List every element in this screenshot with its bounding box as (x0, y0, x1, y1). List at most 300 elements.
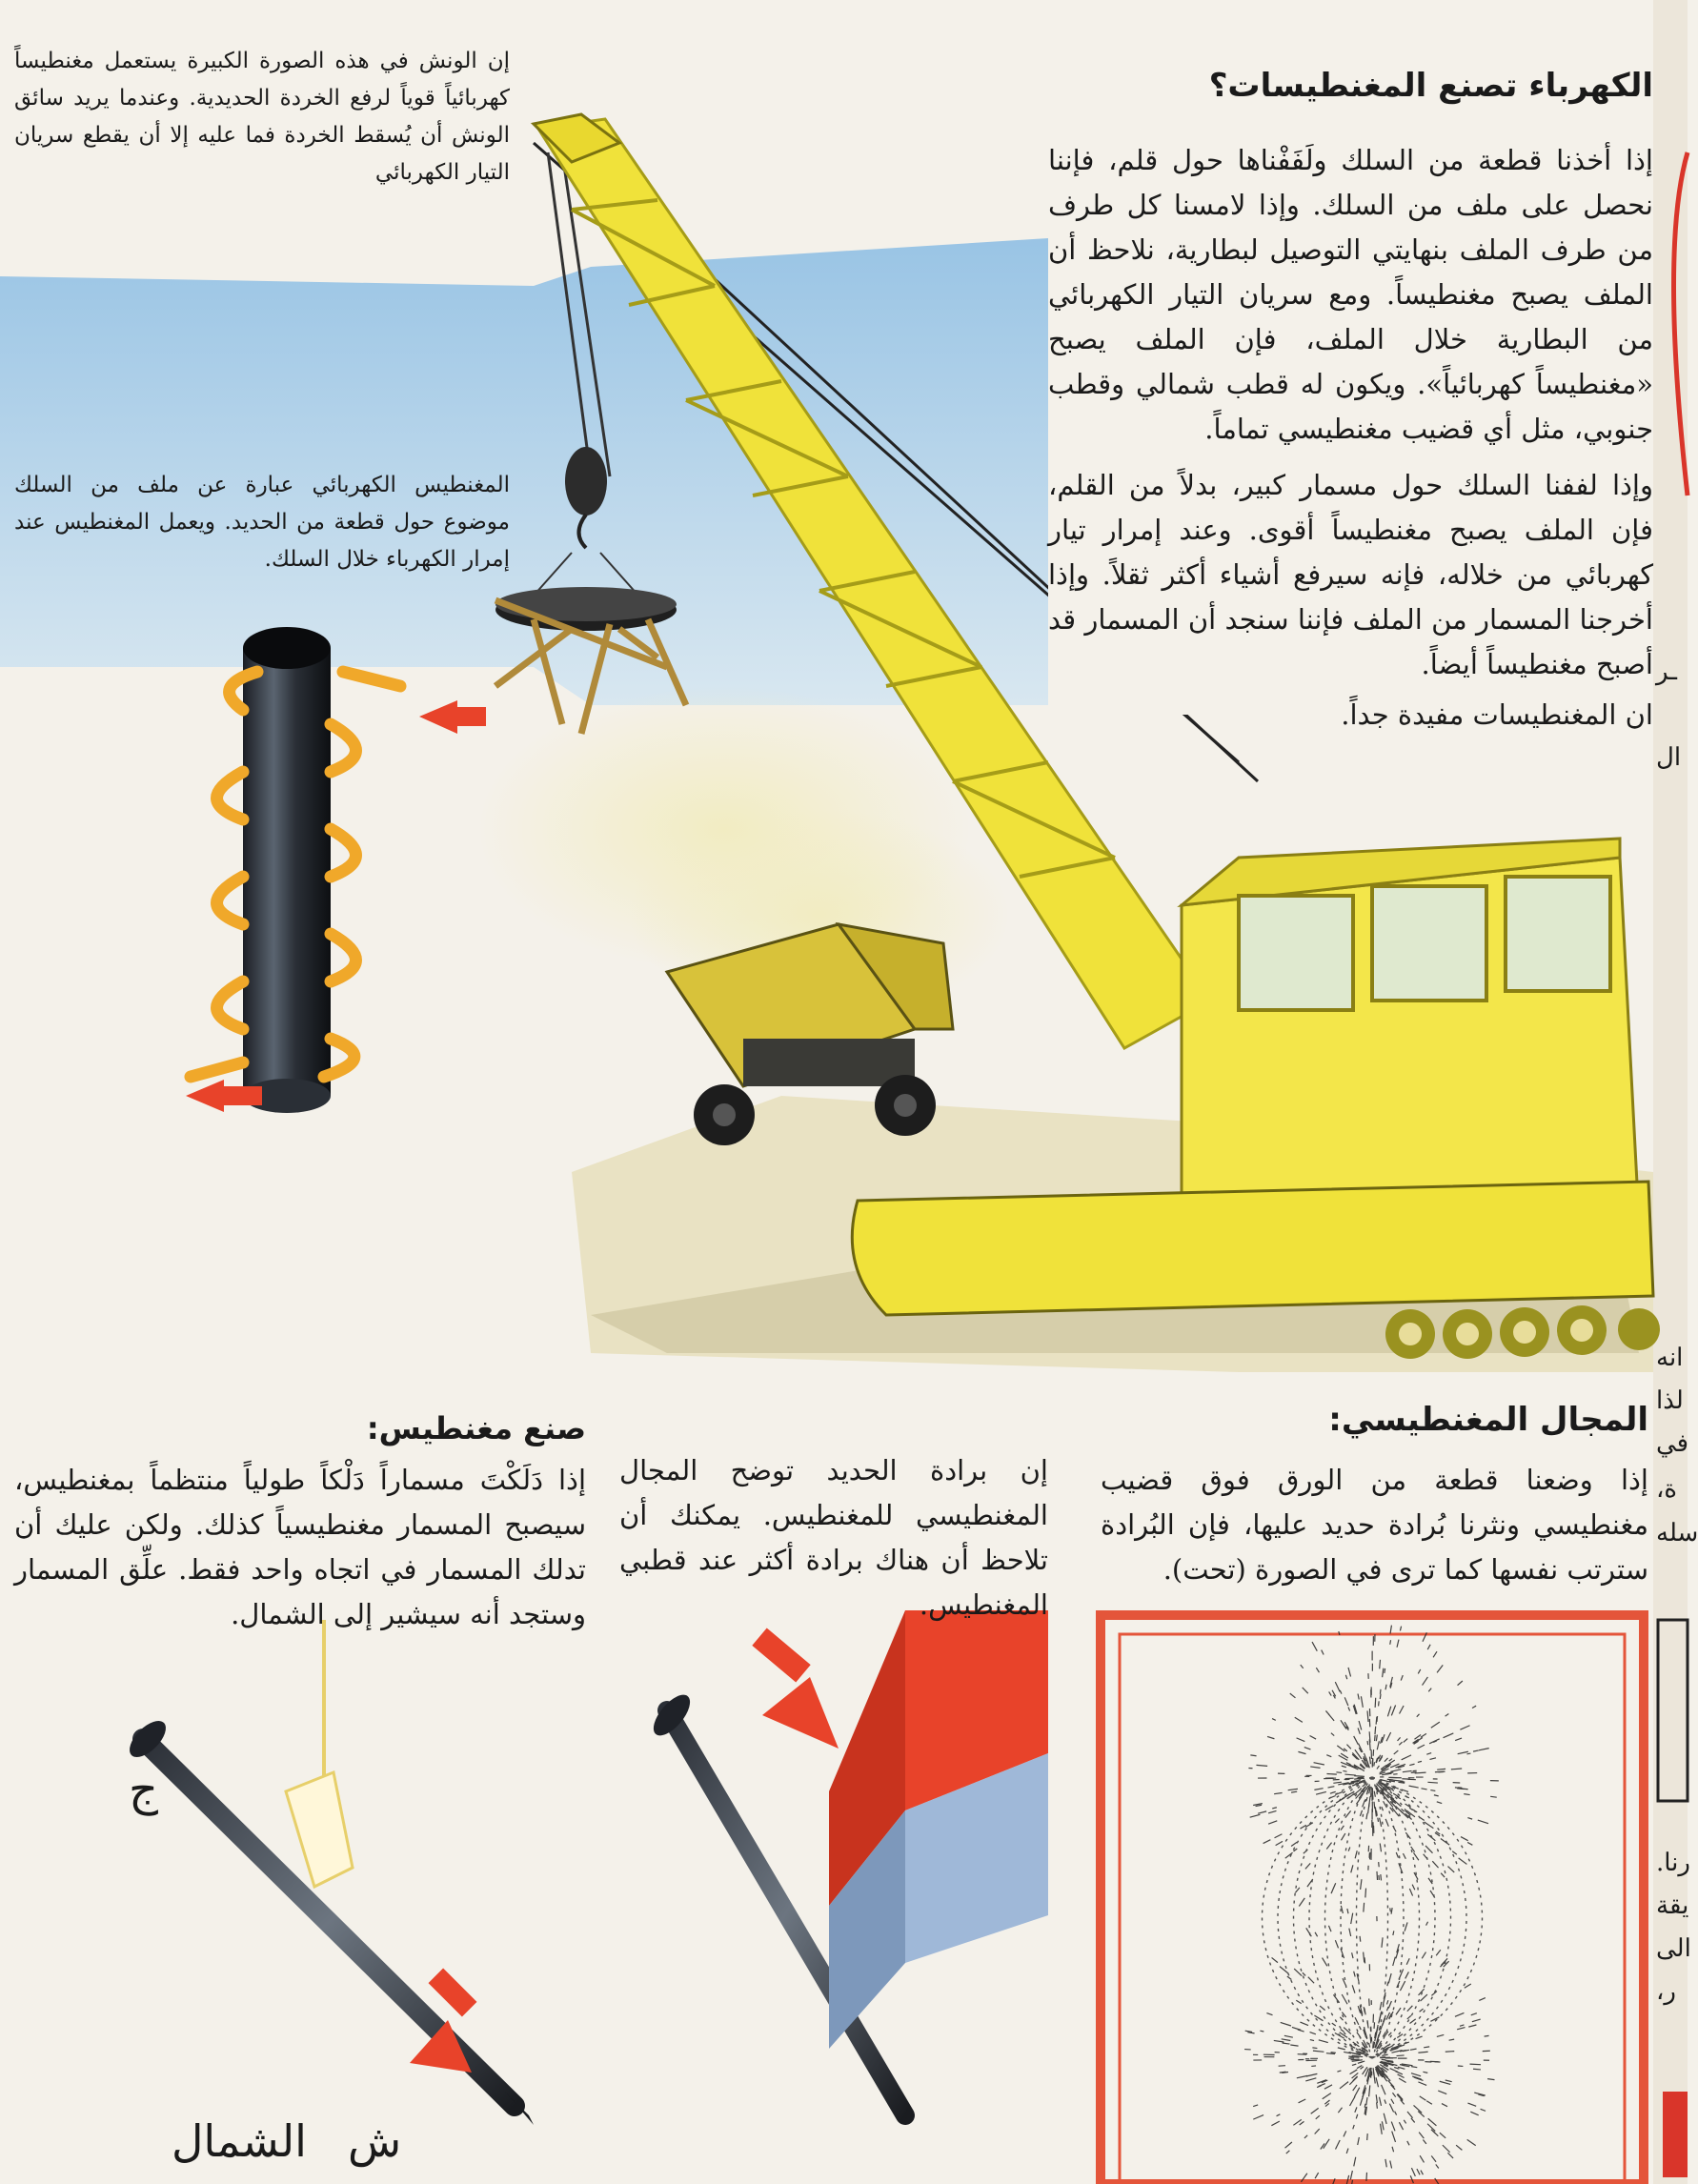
iron-filing (1455, 2012, 1464, 2016)
iron-filing (1361, 2067, 1364, 2070)
iron-filing (1382, 2054, 1387, 2055)
iron-filing (1367, 1741, 1368, 1745)
iron-filing (1479, 1998, 1486, 2001)
iron-filing (1380, 1660, 1381, 1669)
iron-filing (1437, 2034, 1444, 2036)
iron-filing (1335, 1682, 1340, 1691)
iron-filing (1364, 2104, 1365, 2108)
iron-filing (1417, 1714, 1420, 1717)
iron-filing (1336, 2140, 1341, 2149)
iron-filing (1367, 1710, 1368, 1722)
iron-filing (1460, 1726, 1469, 1729)
edge-fragment: يقة (1656, 1891, 1689, 1920)
iron-filing (1458, 1751, 1468, 1753)
iron-filing (1375, 1698, 1376, 1708)
iron-filing (1359, 1721, 1362, 1729)
iron-filing (1400, 1782, 1405, 1783)
iron-filing (1383, 1668, 1384, 1677)
iron-filing (1417, 2169, 1420, 2174)
section-title: الكهرباء تصنع المغنطيسات؟ (1208, 67, 1653, 105)
iron-filing (1394, 1750, 1399, 1754)
iron-filing (1376, 1717, 1377, 1725)
iron-filing (1338, 2048, 1345, 2050)
iron-filing (1346, 2149, 1348, 2154)
iron-filing (1351, 1913, 1353, 1924)
iron-filing (1363, 1800, 1365, 1808)
iron-filing (1443, 2145, 1450, 2153)
iron-filing (1406, 1958, 1409, 1965)
iron-filing (1266, 2013, 1272, 2015)
iron-filing (1329, 1691, 1332, 1695)
iron-filing (1298, 1751, 1305, 1753)
iron-filing (1366, 1797, 1367, 1801)
iron-filings-pattern (1101, 1615, 1644, 2184)
iron-filing (1333, 1994, 1339, 2002)
rub-direction-arrow (752, 1628, 839, 1749)
iron-filing (1423, 2072, 1427, 2073)
iron-filing (1286, 2151, 1290, 2154)
iron-filing (1385, 1758, 1388, 1762)
iron-filing (1378, 1818, 1379, 1822)
iron-filing (1336, 1772, 1342, 1773)
iron-filing (1391, 2122, 1395, 2132)
edge-fragment: الى (1656, 1934, 1691, 1963)
iron-filing (1478, 1820, 1488, 1824)
iron-filing (1296, 2000, 1301, 2003)
iron-filing (1402, 1755, 1411, 1760)
magnet-rubbing-nail (647, 1610, 1048, 2115)
iron-filing (1352, 2064, 1356, 2065)
iron-filing (1382, 2121, 1384, 2130)
iron-filing (1305, 1823, 1313, 1828)
iron-filing (1393, 1931, 1394, 1935)
section-paragraph: إذا أخذنا قطعة من السلك ولَفَفْناها حول قلم، فإننا نحصل على ملف من السلك. وإذا لامسنا كل طرف من طرف الملف بنهايتي التوصيل لبطارية، نلاحظ أن الملف يصبح مغنطيساً. ومع سريان التيار الكهربائي من البطارية خلال الملف، فإن الملف يصبح «مغنطيساً كهربائياً». ويكون له قطب شمالي وقطب جنوبي، مثل أي قضيب مغنطيسي تماماً. (1048, 144, 1653, 445)
iron-filing (1391, 1706, 1395, 1716)
iron-filing (1425, 1846, 1433, 1853)
iron-filing (1360, 1810, 1362, 1816)
iron-filing (1393, 1957, 1396, 1966)
iron-filing (1355, 1850, 1357, 1858)
iron-filing (1391, 1908, 1392, 1914)
iron-filing (1399, 1742, 1402, 1745)
iron-filing (1335, 1819, 1339, 1823)
iron-filing (1315, 1932, 1318, 1937)
iron-filing (1313, 2051, 1324, 2052)
iron-filing (1332, 2023, 1336, 2026)
iron-filing (1310, 2032, 1316, 2034)
section-electricity-box (1048, 48, 1653, 731)
iron-filing (1371, 1787, 1372, 1797)
iron-filing (1382, 2085, 1385, 2094)
iron-filing (1312, 2048, 1317, 2049)
iron-filing (1418, 1669, 1421, 1674)
iron-filing (1276, 1841, 1283, 1845)
iron-filing (1356, 2114, 1358, 2119)
iron-filing (1385, 1685, 1386, 1690)
iron-filing (1351, 2059, 1360, 2060)
iron-filing (1469, 2064, 1481, 2065)
iron-filing (1369, 1757, 1370, 1765)
iron-filing (1390, 1908, 1391, 1911)
iron-filing (1418, 2052, 1427, 2053)
iron-filing (1250, 1755, 1256, 1756)
iron-filing (1385, 2159, 1386, 2167)
iron-filing (1354, 2088, 1359, 2097)
iron-filing (1348, 1847, 1350, 1850)
iron-filing (1389, 2104, 1393, 2113)
iron-filing (1340, 2017, 1343, 2020)
iron-filing (1374, 1791, 1375, 1797)
iron-filing (1387, 1982, 1388, 1987)
hanging-nail (124, 1620, 534, 2125)
iron-filing (1347, 1909, 1348, 1913)
iron-filing (1377, 1741, 1379, 1749)
iron-filing (1411, 2073, 1421, 2076)
iron-filing (1466, 1753, 1470, 1754)
iron-filing (1396, 2072, 1403, 2074)
iron-filing (1390, 2160, 1392, 2168)
iron-filing (1277, 2114, 1281, 2116)
iron-filing (1373, 2068, 1374, 2074)
iron-filing (1305, 1863, 1310, 1869)
edge-fragment: لذا (1656, 1386, 1684, 1415)
coiled-wire-rod (186, 627, 486, 1113)
iron-filing (1275, 1834, 1283, 1838)
iron-filing (1445, 2080, 1452, 2082)
iron-filing (1416, 2036, 1423, 2039)
iron-filing (1465, 1984, 1471, 1988)
iron-filing (1306, 1928, 1312, 1936)
iron-filing (1403, 1853, 1405, 1859)
iron-filing (1267, 1736, 1274, 1738)
iron-filing (1380, 2002, 1382, 2011)
iron-filing (1274, 1793, 1282, 1794)
iron-filing (1399, 2078, 1405, 2082)
iron-filing (1304, 2135, 1307, 2138)
iron-filing (1470, 2112, 1478, 2115)
iron-filing (1366, 2097, 1367, 2105)
iron-filing (1430, 1790, 1435, 1791)
iron-filing (1447, 1867, 1454, 1872)
iron-filing (1445, 1714, 1449, 1717)
iron-filing (1380, 1694, 1381, 1699)
iron-filing (1327, 1787, 1334, 1788)
edge-fragment: ة، (1656, 1475, 1678, 1504)
iron-filing (1361, 1696, 1363, 1708)
iron-filing (1374, 1762, 1375, 1766)
iron-filing (1392, 2147, 1394, 2152)
iron-filing (1432, 1861, 1438, 1868)
iron-filing (1352, 1952, 1353, 1958)
iron-filing (1455, 1738, 1462, 1740)
iron-filing (1258, 1811, 1266, 1813)
iron-filing (1291, 1791, 1297, 1792)
nail-label-south: ج (129, 1763, 158, 1816)
iron-filing (1444, 1733, 1454, 1738)
iron-filing (1349, 1929, 1351, 1936)
iron-filing (1472, 2019, 1481, 2022)
iron-filing (1385, 1819, 1388, 1827)
iron-filing (1398, 2074, 1405, 2078)
iron-filing (1271, 2121, 1279, 2126)
iron-filing (1330, 1791, 1336, 1793)
iron-filing (1407, 2112, 1413, 2118)
iron-filing (1436, 1950, 1441, 1955)
iron-filing (1388, 2001, 1391, 2008)
iron-filing (1303, 1688, 1308, 1693)
iron-filing (1314, 1763, 1324, 1765)
iron-filing (1420, 2155, 1424, 2162)
iron-filing (1418, 1745, 1425, 1749)
iron-filing (1290, 2045, 1298, 2046)
section-paragraph: وإذا لففنا السلك حول مسمار كبير، بدلاً من القلم، فإن الملف يصبح مغنطيساً أقوى. وعند إمرار تيار كهربائي من خلاله، فإنه سيرفع أشياء أكثر ثقلاً. وإذا أخرجنا المسمار من الملف فإننا سنجد أن المسمار قد أصبح مغنطيساً أيضاً. (1048, 469, 1653, 680)
iron-filing (1374, 1802, 1375, 1809)
iron-filing (1449, 2039, 1455, 2040)
iron-filing (1353, 2085, 1357, 2091)
iron-filing (1303, 1972, 1305, 1975)
iron-filing (1326, 1843, 1331, 1850)
iron-filing (1452, 1851, 1457, 1854)
iron-filing (1490, 1796, 1497, 1797)
iron-filing (1360, 1936, 1361, 1942)
iron-filing (1404, 1739, 1407, 1743)
iron-filing (1308, 1977, 1314, 1984)
iron-filing (1315, 2173, 1319, 2178)
iron-filing (1382, 2059, 1386, 2060)
iron-filing (1335, 1940, 1338, 1948)
iron-filing (1349, 2045, 1355, 2048)
iron-filing (1348, 1708, 1350, 1711)
iron-filing (1337, 2071, 1341, 2072)
iron-filing (1360, 2098, 1362, 2106)
iron-filing (1464, 1794, 1469, 1795)
iron-filing (1389, 1759, 1392, 1762)
iron-filing (1410, 2019, 1416, 2024)
iron-filing (1426, 1753, 1431, 1755)
iron-filing (1419, 2133, 1424, 2139)
iron-filing (1299, 1898, 1304, 1907)
iron-filing (1351, 1865, 1353, 1872)
nail-label-east: ش (348, 2115, 402, 2167)
iron-filing (1370, 2034, 1371, 2044)
iron-filing (1352, 1985, 1355, 1992)
iron-filing (1348, 1668, 1351, 1677)
edge-fragment: ال (1656, 743, 1682, 772)
iron-filing (1323, 1958, 1327, 1967)
iron-filing (1392, 2132, 1396, 2142)
iron-filing (1326, 1773, 1336, 1774)
iron-filing (1354, 1778, 1362, 1779)
iron-filing (1340, 1690, 1342, 1694)
iron-filing (1436, 2164, 1439, 2168)
iron-filing (1369, 2085, 1370, 2096)
iron-filing (1328, 1714, 1334, 1721)
iron-filing (1316, 1791, 1326, 1794)
iron-filing (1260, 2031, 1263, 2032)
iron-filing (1396, 1852, 1398, 1858)
iron-filing (1343, 1770, 1346, 1771)
iron-filing (1331, 1883, 1336, 1893)
iron-filing (1438, 2091, 1446, 2094)
edge-fragment: ر، (1656, 1977, 1676, 2006)
iron-filing (1407, 2141, 1409, 2145)
iron-filing (1300, 2022, 1308, 2026)
iron-filing (1375, 1735, 1376, 1741)
iron-filing (1367, 2133, 1368, 2140)
iron-filing (1283, 2043, 1290, 2044)
iron-filing (1346, 1745, 1350, 1749)
iron-filing (1354, 1736, 1359, 1745)
iron-filing (1414, 1735, 1421, 1740)
iron-filing (1456, 2145, 1462, 2150)
iron-filing (1425, 1822, 1434, 1829)
iron-filing (1400, 1706, 1405, 1714)
iron-filing (1295, 1717, 1303, 1722)
iron-filing (1291, 1842, 1297, 1846)
iron-filing (1285, 2142, 1292, 2148)
iron-filing (1380, 1818, 1382, 1827)
iron-filing (1423, 1677, 1428, 1686)
iron-filing (1410, 2049, 1417, 2050)
iron-filing (1328, 1926, 1331, 1931)
edge-fragment: سله (1656, 1519, 1698, 1547)
iron-filing (1333, 1782, 1342, 1783)
iron-filing (1272, 1719, 1276, 1721)
iron-filing (1322, 1650, 1324, 1655)
iron-filing (1409, 1889, 1412, 1896)
iron-filing (1339, 1755, 1348, 1760)
iron-filing (1297, 1738, 1305, 1742)
iron-filing (1310, 1767, 1320, 1768)
iron-filing (1342, 1994, 1347, 2004)
iron-filing (1382, 1807, 1384, 1810)
section-title: المجال المغنطيسي: (1328, 1401, 1648, 1439)
iron-filing (1398, 2093, 1403, 2099)
iron-filing (1290, 1693, 1296, 1698)
iron-filing (1368, 1803, 1369, 1813)
iron-filing (1256, 1765, 1267, 1766)
iron-filing (1287, 1976, 1291, 1980)
iron-filing (1284, 2035, 1293, 2037)
edge-fragment: انه (1656, 1344, 1684, 1372)
iron-filing (1426, 1922, 1428, 1926)
iron-filing (1381, 1874, 1382, 1880)
iron-filing (1413, 1852, 1418, 1860)
iron-filing (1411, 2168, 1415, 2176)
iron-filing (1253, 2115, 1263, 2120)
iron-filing (1311, 2108, 1319, 2113)
iron-filing (1418, 1761, 1422, 1762)
iron-filing (1422, 1952, 1425, 1959)
iron-filing (1397, 2094, 1403, 2101)
iron-filing (1314, 2015, 1323, 2021)
iron-filing (1421, 1789, 1426, 1790)
iron-filing (1306, 2073, 1318, 2076)
iron-filing (1387, 1707, 1390, 1717)
iron-filing (1487, 2079, 1494, 2080)
iron-filing (1405, 1922, 1407, 1931)
iron-filing (1467, 1818, 1472, 1820)
iron-filing (1263, 1840, 1271, 1844)
iron-filing (1421, 1733, 1426, 1737)
iron-filing (1440, 2081, 1451, 2084)
iron-filing (1388, 1973, 1391, 1983)
iron-filing (1366, 2173, 1367, 2181)
current-arrow-out (186, 1080, 224, 1112)
iron-filing (1366, 1813, 1367, 1819)
iron-filing (1311, 2066, 1316, 2067)
iron-filing (1409, 1786, 1419, 1788)
coil-caption: المغنطيس الكهربائي عبارة عن ملف من السلك موضوع حول قطعة من الحديد. ويعمل المغنطيس عند إمرار الكهرباء خلال السلك. (14, 473, 510, 572)
iron-filing (1310, 2040, 1314, 2041)
iron-filing (1399, 2122, 1403, 2130)
iron-filing (1382, 1937, 1383, 1948)
iron-filing (1341, 1826, 1344, 1830)
iron-filing (1379, 1701, 1380, 1706)
iron-filing (1437, 1665, 1443, 1672)
iron-filing (1245, 2031, 1252, 2032)
iron-filing (1411, 2118, 1415, 2123)
iron-filing (1396, 2008, 1401, 2014)
iron-filing (1376, 2094, 1377, 2103)
iron-filing (1377, 2102, 1378, 2108)
iron-filing (1397, 2055, 1405, 2056)
iron-filing (1390, 1626, 1391, 1634)
crane-caption: إن الونش في هذه الصورة الكبيرة يستعمل مغنطيساً كهربائياً قوياً لرفع الخردة الحديدية. وعندما يريد سائق الونش أن يُسقط الخردة فما عليه إلا أن يقطع سريان التيار الكهربائي (14, 49, 510, 185)
iron-filing (1403, 1770, 1412, 1771)
iron-filing (1361, 1879, 1362, 1890)
iron-filing (1274, 2040, 1284, 2042)
edge-red-block (1663, 2092, 1688, 2177)
iron-filing (1304, 1748, 1311, 1749)
iron-filing (1297, 2075, 1307, 2077)
iron-filing (1376, 2077, 1378, 2087)
iron-filing (1358, 1693, 1359, 1699)
iron-filing (1337, 1746, 1344, 1751)
iron-filing (1319, 2040, 1328, 2043)
iron-filing (1376, 1810, 1377, 1815)
section-paragraph: ان المغنطيسات مفيدة جداً. (1341, 698, 1653, 731)
iron-filing (1272, 1808, 1277, 1809)
iron-filing (1440, 2133, 1445, 2138)
iron-filing (1437, 1802, 1442, 1804)
iron-filing (1323, 2093, 1331, 2099)
iron-filing (1344, 1774, 1355, 1775)
iron-filing (1367, 1788, 1369, 1791)
iron-filing (1386, 1732, 1391, 1741)
iron-filing (1481, 2109, 1486, 2111)
iron-filing (1442, 2104, 1447, 2107)
iron-filing (1395, 2112, 1397, 2115)
iron-filing (1392, 2093, 1395, 2096)
iron-filing (1324, 2085, 1332, 2089)
iron-filing (1479, 1749, 1489, 1750)
iron-filing (1272, 1957, 1278, 1962)
iron-filing (1397, 2034, 1403, 2038)
iron-filing (1341, 1833, 1344, 1840)
pulley-block (565, 447, 607, 516)
iron-filing (1381, 2023, 1384, 2031)
edge-fragment: ـر (1656, 657, 1677, 686)
iron-filing (1386, 2007, 1388, 2011)
iron-filing (1421, 1994, 1427, 2001)
iron-filing (1374, 2022, 1375, 2029)
iron-filing (1431, 1722, 1440, 1728)
iron-filing (1340, 2082, 1348, 2089)
iron-filing (1400, 1981, 1405, 1991)
iron-filing (1365, 1889, 1366, 1898)
iron-filing (1409, 1764, 1414, 1765)
